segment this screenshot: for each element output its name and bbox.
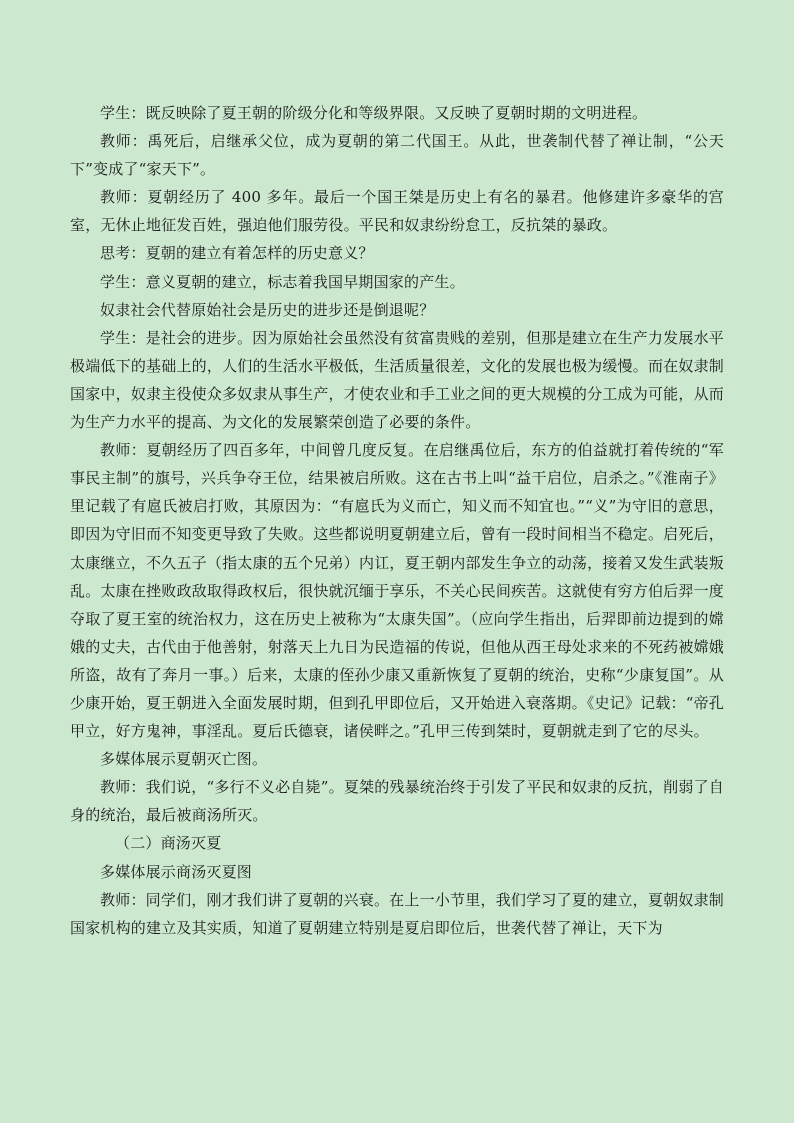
- paragraph-student-1: 学生：既反映除了夏王朝的阶级分化和等级界限。又反映了夏朝时期的文明进程。: [100, 104, 648, 122]
- paragraph-student-3: 学生：是社会的进步。因为原始社会虽然没有贫富贵贱的差别，但那是建立在生产力发展水平极端低下的基础上的，人们的生活水平极低，生活质量很差，文化的发展也极为缓慢。而在奴隶制国家中，奴隶主役使众多奴隶从事生产，才使农业和手工业之间的更大规模的分工成为可能，从而为生产力水平的提高、为文化的发展繁荣创造了必要的条件。: [70, 328, 724, 432]
- paragraph-teacher-4: 教师：我们说，“多行不义必自毙”。夏桀的残暴统治终于引发了平民和奴隶的反抗，削弱了自身的统治，最后被商汤所灭。: [70, 778, 724, 825]
- paragraph-question-1: 思考：夏朝的建立有着怎样的历史意义？: [100, 244, 374, 263]
- section-heading: （二）商汤灭夏: [115, 834, 222, 853]
- document-page: [70, 99, 724, 942]
- paragraph-teacher-1: 教师：禹死后，启继承父位，成为夏朝的第二代国王。从此，世袭制代替了禅让制，“公天下”变成了“家天下”。: [70, 132, 724, 179]
- paragraph-multimedia-1: 多媒体展示夏朝灭亡图。: [100, 750, 268, 769]
- paragraph-teacher-2: 教师：夏朝经历了 400 多年。最后一个国王桀是历史上有名的暴君。他修建许多豪华的宫室，无休止地征发百姓，强迫他们服劳役。平民和奴隶纷纷怠工，反抗桀的暴政。: [70, 188, 724, 235]
- paragraph-student-2: 学生：意义夏朝的建立，标志着我国早期国家的产生。: [100, 272, 465, 291]
- paragraph-multimedia-2: 多媒体展示商汤灭夏图: [100, 862, 253, 881]
- paragraph-question-2: 奴隶社会代替原始社会是历史的进步还是倒退呢？: [100, 300, 435, 319]
- paragraph-teacher-3: 教师：夏朝经历了四百多年，中间曾几度反复。在启继禹位后，东方的伯益就打着传统的“军事民主制”的旗号，兴兵争夺王位，结果被启所败。这在古书上叫“益干启位，启杀之。”《淮南子》里记载了有扈氏被启打败，其原因为：“有扈氏为义而亡，知义而不知宜也。”“义”为守旧的意思，即因为守旧而不知变更导致了失败。这些都说明夏朝建立后，曾有一段时间相当不稳定。启死后，太康继立，不久五子（指太康的五个兄弟）内讧，夏王朝内部发生争立的动荡，接着又发生武装叛乱。太康在挫败政敌取得政权后，很快就沉缅于享乐，不关心民间疾苦。这就使有穷方伯后羿一度夺取了夏王室的统治权力，这在历史上被称为“太康失国”。（应向学生指出，后羿即前边提到的嫦娥的丈夫，古代由于他善射，射落天上九日为民造福的传说，但他从西王母处求来的不死药被嫦娥所盗，故有了奔月一事。）后来，太康的侄孙少康又重新恢复了夏朝的统治，史称“少康复国”。从少康开始，夏王朝进入全面发展时期，但到孔甲即位后，又开始进入衰落期。《史记》记载：“帝孔甲立，好方鬼神，事淫乱。夏后氏德衰，诸侯畔之。”孔甲三传到桀时，夏朝就走到了它的尽头。: [70, 441, 724, 741]
- paragraph-teacher-5: 教师：同学们，刚才我们讲了夏朝的兴衰。在上一小节里，我们学习了夏的建立，夏朝奴隶制国家机构的建立及其实质，知道了夏朝建立特别是夏启即位后，世袭代替了禅让，天下为: [70, 890, 724, 937]
